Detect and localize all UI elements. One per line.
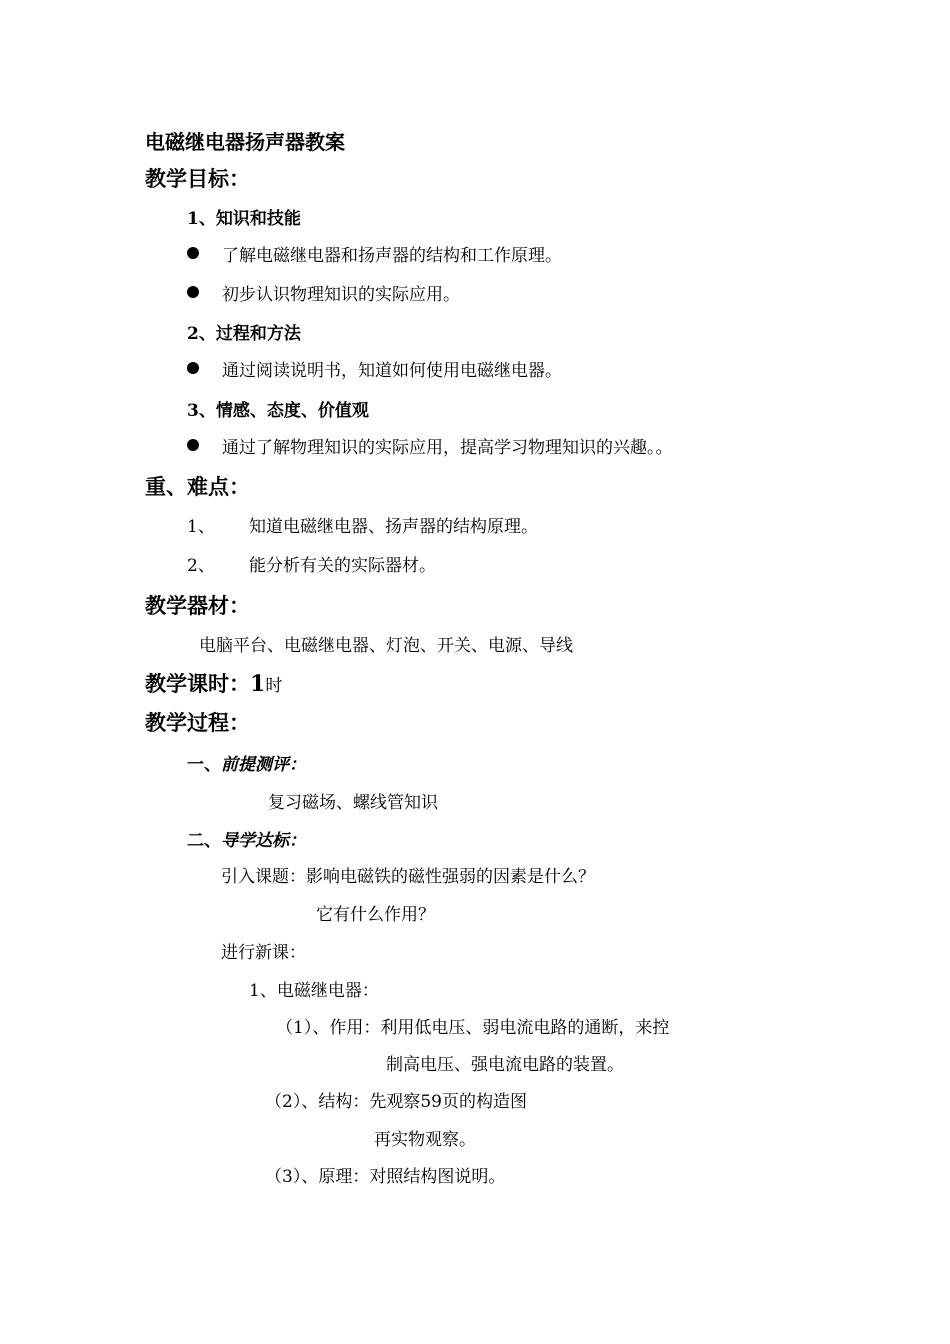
section-1-text: 复习磁场、螺线管知识 — [268, 793, 438, 813]
intro-line-1: 引入课题：影响电磁铁的磁性强弱的因素是什么？ — [221, 867, 595, 887]
key-points-heading: 重、难点： — [145, 474, 250, 499]
key-point-num-1: 1、 — [187, 517, 215, 537]
bullet-icon — [187, 286, 199, 298]
sub-1-line-1: （1）、作用：利用低电压、弱电流电路的通断，来控 — [276, 1018, 670, 1038]
bullet-icon — [187, 362, 199, 374]
equipment-text: 电脑平台、电磁继电器、灯泡、开关、电源、导线 — [199, 636, 573, 656]
sub-2-line-2: 再实物观察。 — [374, 1130, 476, 1150]
objectives-heading: 教学目标： — [145, 166, 250, 191]
sub-1-line-2: 制高电压、强电流电路的装置。 — [386, 1055, 624, 1075]
class-hours-unit: 时 — [265, 676, 283, 696]
section-2-heading — [187, 826, 306, 851]
new-lesson-label: 进行新课： — [221, 943, 306, 963]
sub-3-line-1: （3）、原理：对照结构图说明。 — [265, 1167, 506, 1187]
equipment-heading: 教学器材： — [145, 593, 250, 618]
emotion-heading: 3、情感、态度、价值观 — [187, 401, 369, 421]
item-1-heading: 1、电磁继电器： — [249, 981, 379, 1001]
knowledge-bullet-2: 初步认识物理知识的实际应用。 — [222, 285, 460, 305]
knowledge-bullet-1: 了解电磁继电器和扬声器的结构和工作原理。 — [222, 246, 562, 266]
key-point-num-2: 2、 — [187, 556, 215, 576]
class-hours-label: 教学课时： — [145, 671, 250, 696]
section-2-num: 二、 — [187, 831, 221, 851]
section-1-heading — [187, 750, 306, 775]
knowledge-heading: 1、知识和技能 — [187, 209, 301, 229]
bullet-icon — [187, 439, 199, 451]
class-hours — [145, 668, 282, 698]
emotion-bullet-1: 通过了解物理知识的实际应用，提高学习物理知识的兴趣。。 — [222, 438, 673, 458]
process-bullet-1: 通过阅读说明书，知道如何使用电磁继电器。 — [222, 361, 562, 381]
document-title: 电磁继电器扬声器教案 — [145, 130, 345, 154]
key-point-text-1: 知道电磁继电器、扬声器的结构原理。 — [249, 517, 538, 537]
key-point-text-2: 能分析有关的实际器材。 — [249, 556, 436, 576]
process-heading: 2、过程和方法 — [187, 324, 301, 344]
class-hours-value: 1 — [250, 671, 266, 697]
section-1-title: 前提测评： — [221, 755, 306, 775]
sub-2-line-1: （2）、结构：先观察59页的构造图 — [265, 1092, 527, 1112]
procedure-heading: 教学过程： — [145, 710, 250, 735]
intro-line-2: 它有什么作用？ — [316, 905, 435, 925]
bullet-icon — [187, 247, 199, 259]
section-2-title: 导学达标： — [221, 831, 306, 851]
section-1-num: 一、 — [187, 755, 221, 775]
